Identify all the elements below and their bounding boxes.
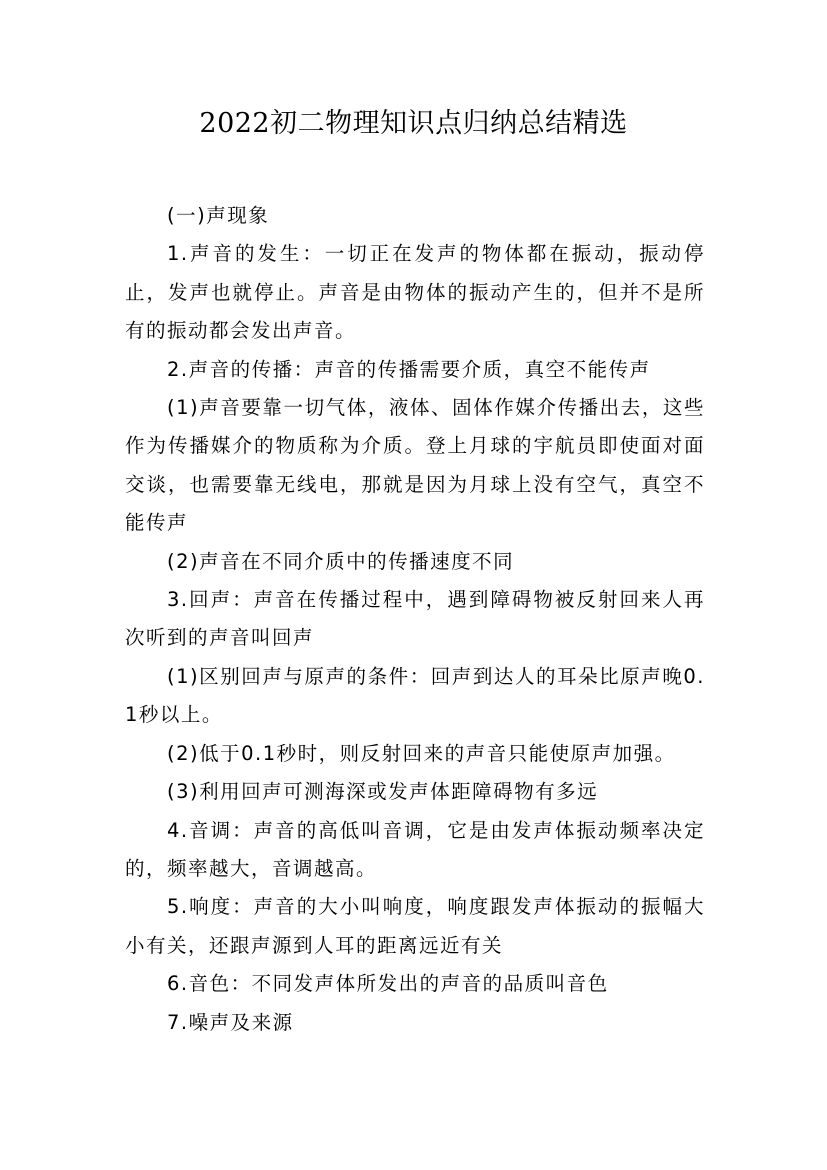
paragraph: (1)区别回声与原声的条件：回声到达人的耳朵比原声晚0.1秒以上。	[125, 664, 705, 727]
section-heading: (一)声现象	[167, 204, 270, 227]
paragraph: (1)声音要靠一切气体，液体、固体作媒介传播出去，这些作为传播媒介的物质称为介质。登上月球的宇航员即使面对面交谈，也需要靠无线电，那就是因为月球上没有空气，真空不能传声	[125, 396, 705, 535]
document-body	[125, 197, 705, 1042]
paragraph: (2)低于0.1秒时，则反射回来的声音只能使原声加强。	[167, 741, 676, 765]
paragraph: (2)声音在不同介质中的传播速度不同	[167, 549, 515, 573]
paragraph: 1.声音的发生：一切正在发声的物体都在振动，振动停止，发声也就停止。声音是由物体的振动产生的，但并不是所有的振动都会发出声音。	[125, 242, 705, 343]
paragraph: 7.噪声及来源	[167, 1010, 294, 1034]
paragraph: (3)利用回声可测海深或发声体距障碍物有多远	[167, 780, 599, 804]
paragraph: 5.响度：声音的大小叫响度，响度跟发声体振动的振幅大小有关，还跟声源到人耳的距离远近有关	[125, 895, 705, 957]
paragraph: 4.音调：声音的高低叫音调，它是由发声体振动频率决定的，频率越大，音调越高。	[125, 818, 705, 880]
paragraph: 3.回声：声音在传播过程中，遇到障碍物被反射回来人再次听到的声音叫回声	[125, 588, 705, 650]
paragraph: 6.音色：不同发声体所发出的声音的品质叫音色	[167, 972, 609, 996]
document-title: 2022初二物理知识点归纳总结精选	[199, 108, 628, 139]
paragraph: 2.声音的传播：声音的传播需要介质，真空不能传声	[167, 357, 651, 381]
